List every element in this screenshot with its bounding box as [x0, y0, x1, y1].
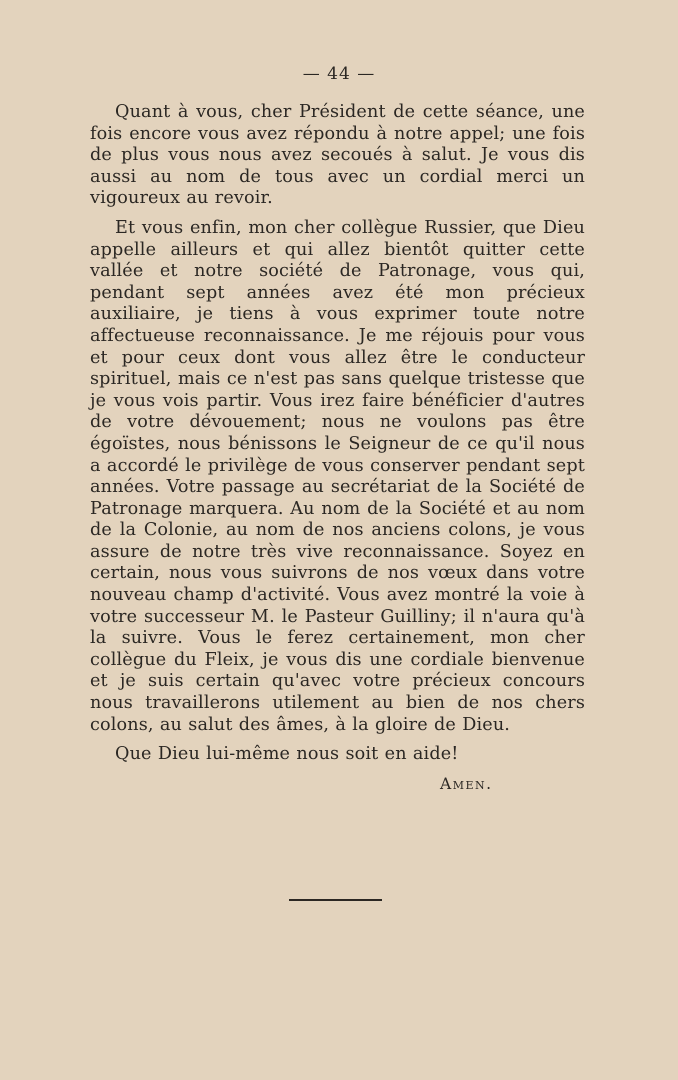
paragraph-russier: Et vous enfin, mon cher collègue Russier, que Dieu appelle ailleurs et qui allez bientôt quitter cette vallée et notre société de Patronage, vous qui, pendant sept années avez été mon précieux auxiliaire, je tiens à vous exprimer toute notre affectueuse reconnaissance. Je me réjouis pour vous et pour ceux dont vous allez être le conducteur spirituel, mais ce n'est pas sans quelque tristesse que je vous vois partir. Vous irez faire bénéficier d'autres de votre dévouement; nous ne voulons pas être égoïstes, nous bénissons le Seigneur de ce qu'il nous a accordé le privilège de vous conserver pendant sept années. Votre passage au secrétariat de la Société de Patronage marquera. Au nom de la Société et au nom de la Colonie, au nom de nos anciens colons, je vous assure de notre très vive reconnaissance. Soyez en certain, nous vous suivrons de nos vœux dans votre nouveau champ d'activité. Vous avez montré la voie à votre successeur M. le Pasteur Guilliny; il n'aura qu'à la suivre. Vous le ferez certainement, mon cher collègue du Fleix, je vous dis une cordiale bienvenue et je suis certain qu'avec votre précieux concours nous travaillerons utilement au bien de nos chers colons, au salut des âmes, à la gloire de Dieu.	[90, 217, 585, 735]
page-number: — 44 —	[302, 64, 376, 84]
paragraph-closing-prayer: Que Dieu lui-même nous soit en aide!	[115, 744, 459, 765]
paragraph-president: Quant à vous, cher Président de cette séance, une fois encore vous avez répondu à notre appel; une fois de plus vous nous avez secoués à salut. Je vous dis aussi au nom de tous avec un cordial merci un vigoureux au revoir.	[90, 102, 585, 209]
signature-amen: Amen.	[440, 775, 493, 793]
end-rule	[289, 899, 382, 901]
body-text	[90, 102, 585, 766]
